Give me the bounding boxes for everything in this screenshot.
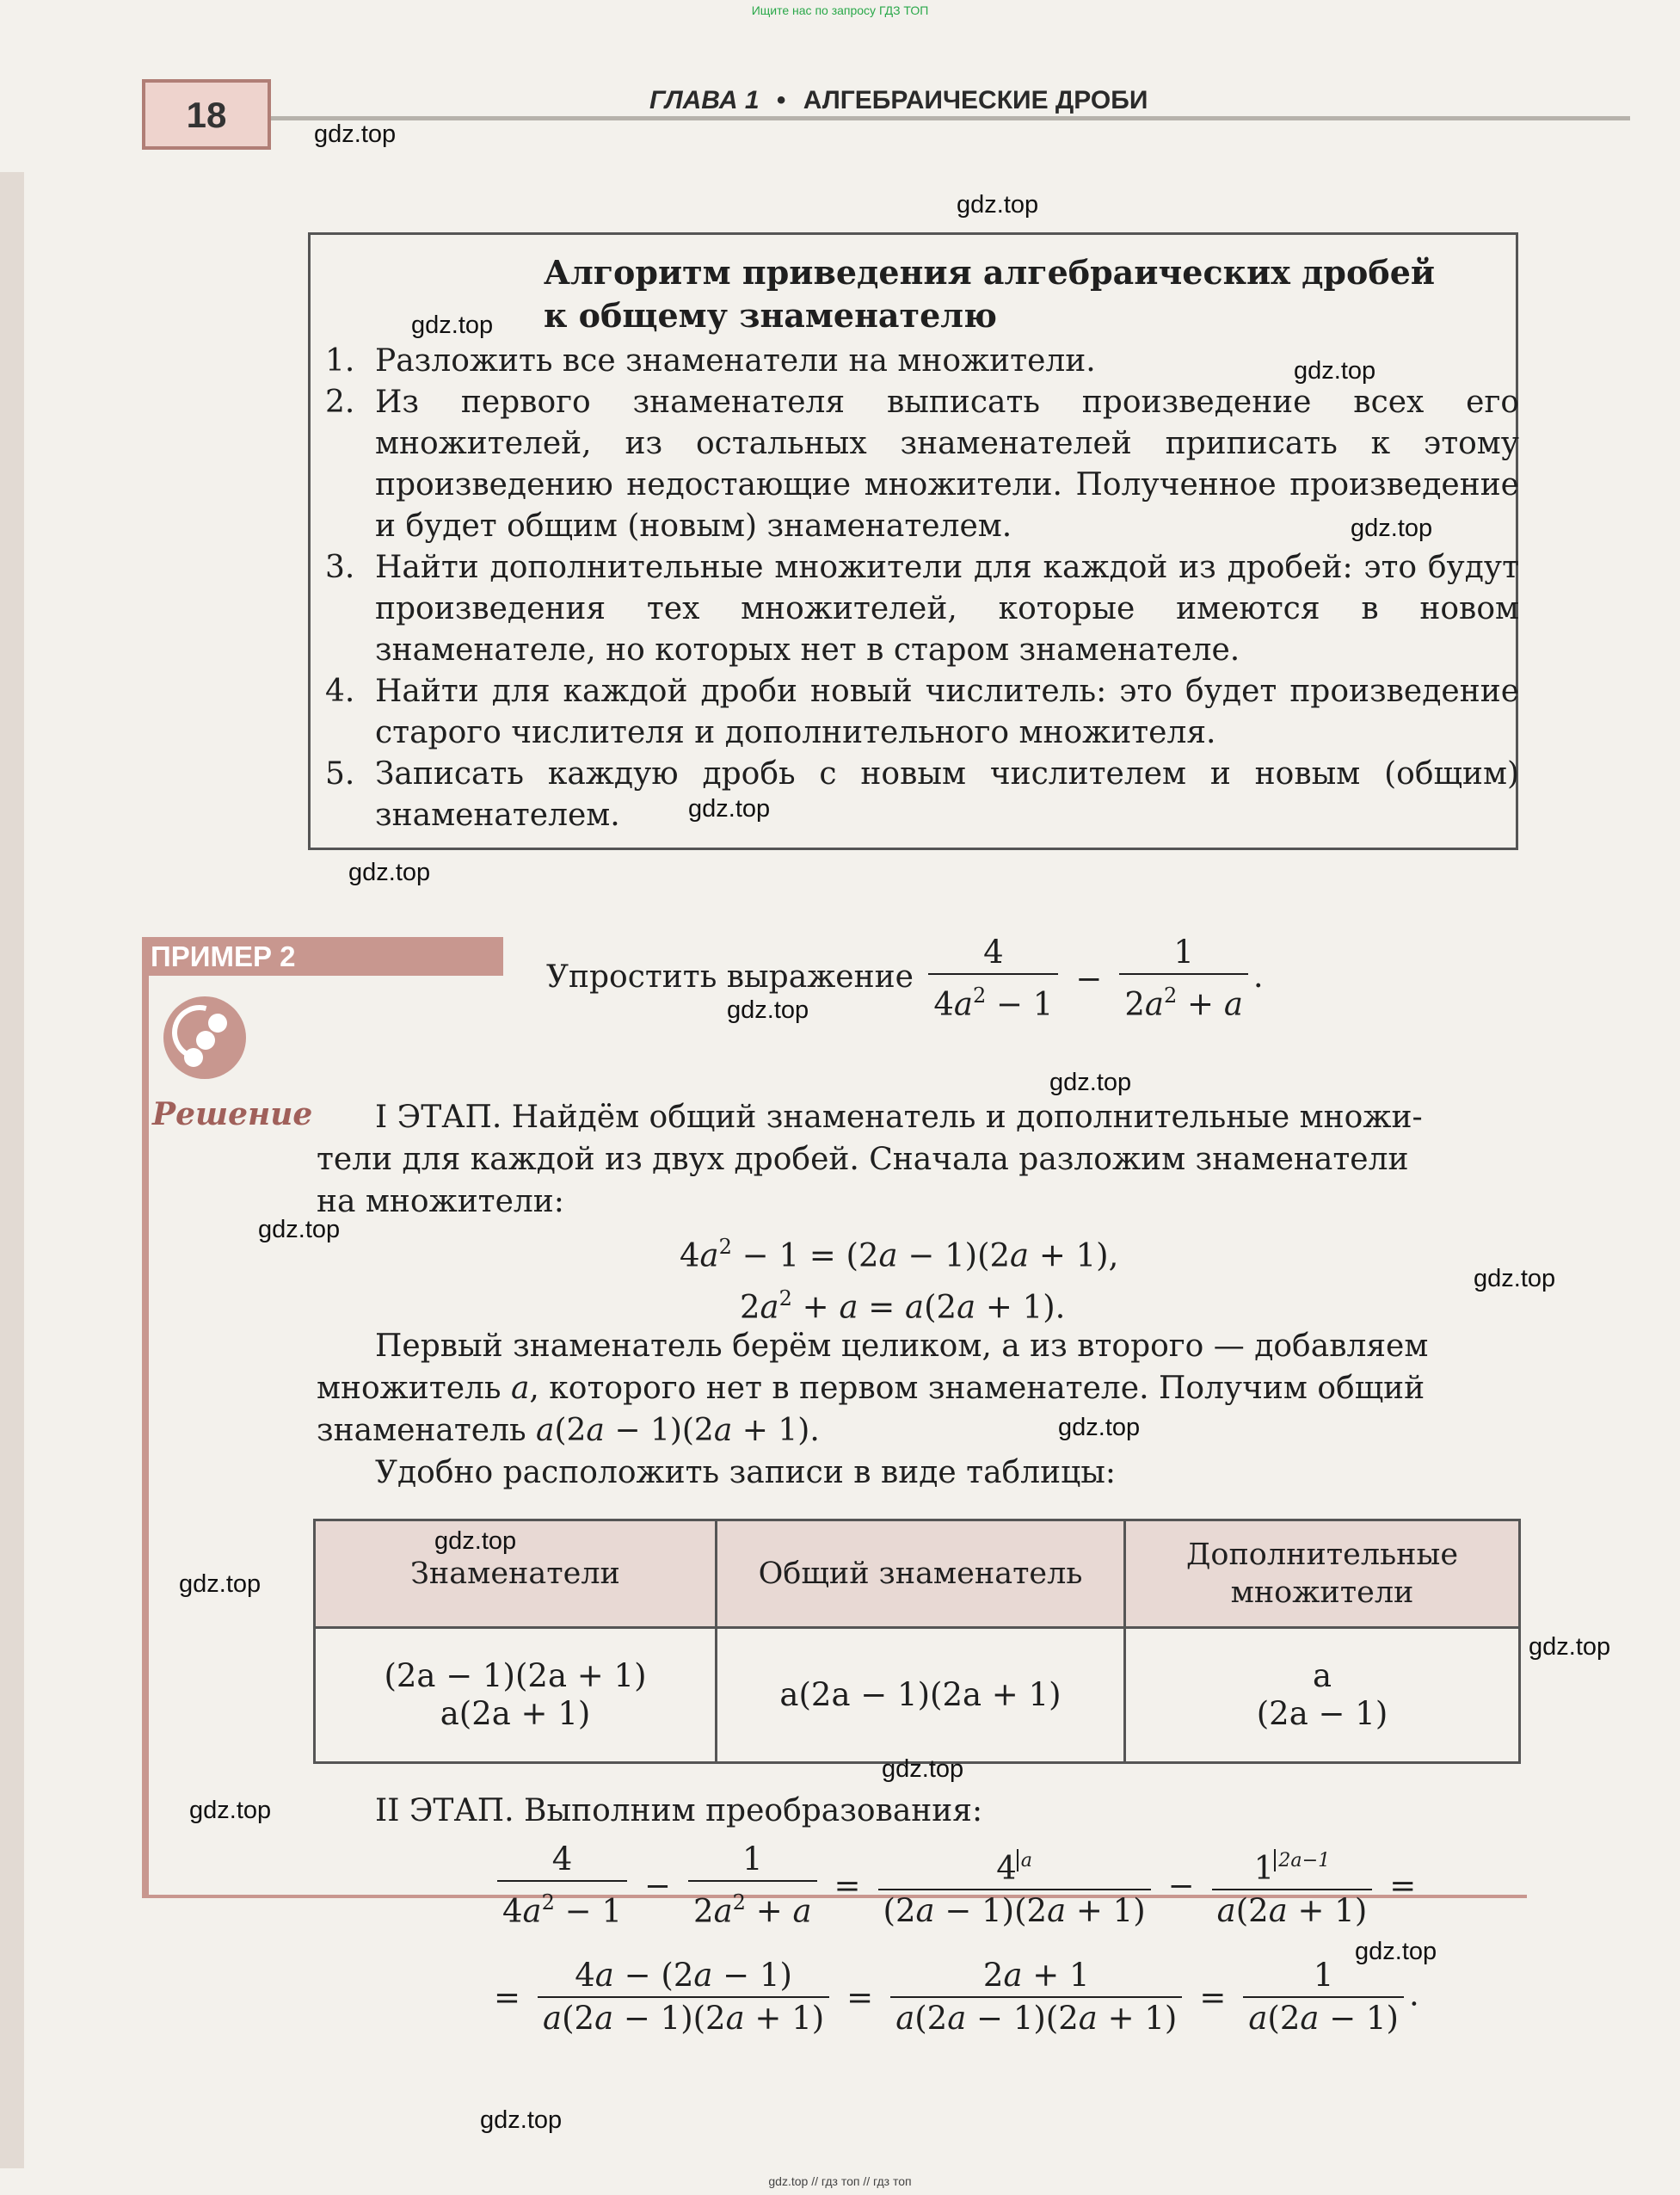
icon-dot xyxy=(196,1031,215,1050)
algorithm-title-line1: Алгоритм приведения алгебраических дробей xyxy=(544,253,1436,292)
bottom-note: gdz.top // гдз топ // гдз топ xyxy=(768,2174,912,2188)
stage1-paragraph xyxy=(317,1096,1529,1223)
top-note: Ищите нас по запросу ГДЗ ТОП xyxy=(751,3,929,17)
header-rule xyxy=(271,116,1630,120)
watermark: gdz.top xyxy=(1294,357,1376,385)
stage1-line: на множители: xyxy=(317,1184,564,1219)
watermark: gdz.top xyxy=(688,795,771,823)
icon-dot xyxy=(208,1014,227,1033)
algorithm-steps xyxy=(325,341,1519,836)
watermark: gdz.top xyxy=(314,120,397,148)
table-cell-additional xyxy=(1125,1628,1520,1763)
step-text: Найти для каждой дроби новый числитель: это будет произведение старого числителя и дополнительного множителя. xyxy=(375,674,1519,750)
algorithm-step xyxy=(325,382,1519,547)
step-number: 5. xyxy=(325,756,355,792)
factorization-line2: $2a^2 + a = a(2a + 1)$. xyxy=(740,1286,1066,1326)
task-expression: $\frac{4}{4a^2 - 1}$ − $\frac{1}{2a^2 + a}$ . xyxy=(923,958,1263,995)
chapter-title: АЛГЕБРАИЧЕСКИЕ ДРОБИ xyxy=(803,86,1148,114)
watermark: gdz.top xyxy=(411,311,494,339)
solution-label: Решение xyxy=(152,1096,313,1132)
step-number: 1. xyxy=(325,343,355,379)
stage2-heading: II ЭТАП. Выполним преобразования: xyxy=(375,1793,983,1828)
algorithm-step xyxy=(325,671,1519,754)
example-left-bar xyxy=(142,976,149,1896)
page-left-margin xyxy=(0,172,24,2168)
watermark: gdz.top xyxy=(189,1797,272,1824)
watermark: gdz.top xyxy=(179,1570,262,1598)
step-text: Записать каждую дробь с новым числителем и новым (общим) знаменателем. xyxy=(375,756,1519,833)
step-text: Из первого знаменателя выписать произведение всех его множителей, из остальных знаменателей приписать к этому произведению недостающие множители. Полученное произведение и будет общим (новым) знаменателем. xyxy=(375,385,1519,544)
chapter-bullet: • xyxy=(776,86,786,114)
watermark: gdz.top xyxy=(957,191,1039,219)
page-number: 18 xyxy=(142,79,271,150)
watermark: gdz.top xyxy=(882,1755,964,1783)
watermark: gdz.top xyxy=(258,1216,341,1243)
watermark: gdz.top xyxy=(480,2106,563,2134)
para2-line: знаменатель a(2a − 1)(2a + 1). xyxy=(317,1413,820,1448)
algorithm-title xyxy=(544,251,1435,337)
paragraph-2 xyxy=(317,1325,1529,1494)
chapter-label: ГЛАВА 1 xyxy=(649,86,760,114)
step-number: 4. xyxy=(325,674,355,709)
chapter-header xyxy=(649,86,1148,115)
stage1-line: тели для каждой из двух дробей. Сначала разложим знаменатели xyxy=(317,1142,1409,1177)
example-icon xyxy=(163,996,246,1079)
step-number: 2. xyxy=(325,385,355,420)
table-header-common: Общий знаменатель xyxy=(717,1520,1125,1628)
table-header-additional: Дополнительные множители xyxy=(1125,1520,1520,1628)
example-task xyxy=(546,934,1264,1023)
watermark: gdz.top xyxy=(1355,1938,1437,1965)
algorithm-title-line2: к общему знаменателю xyxy=(544,296,998,335)
icon-dot xyxy=(184,1048,203,1067)
para2-line: множитель a, которого нет в первом знаменателе. Получим общий xyxy=(317,1371,1425,1406)
table-cell-common: a(2a − 1)(2a + 1) xyxy=(717,1628,1125,1763)
stage1-line: I ЭТАП. Найдём общий знаменатель и дополнительные множи- xyxy=(375,1100,1423,1135)
watermark: gdz.top xyxy=(1474,1265,1556,1292)
task-text: Упростить выражение xyxy=(546,959,914,995)
step-text: Разложить все знаменатели на множители. xyxy=(375,343,1096,379)
algorithm-step xyxy=(325,547,1519,671)
para2-line: Первый знаменатель берём целиком, а из второго — добавляем xyxy=(375,1329,1429,1364)
table-header-denominators: Знаменатели xyxy=(315,1520,717,1628)
algorithm-step xyxy=(325,754,1519,836)
table-cell-denominators xyxy=(315,1628,717,1763)
watermark: gdz.top xyxy=(1049,1069,1132,1096)
transformation-line2: = $\frac{4a - (2a - 1)}{a(2a - 1)(2a + 1)}$ = $\frac{2a + 1}{a(2a - 1)(2a + 1)}$ = $\frac{1}{a(2a - 1)}$ . xyxy=(494,1957,1419,2037)
watermark: gdz.top xyxy=(1058,1414,1141,1441)
watermark: gdz.top xyxy=(434,1527,517,1555)
table-intro: Удобно расположить записи в виде таблицы: xyxy=(375,1455,1117,1490)
transformation-line1: $\frac{4}{4a^2 - 1}$ − $\frac{1}{2a^2 + a}$ = $\frac{4 ^a}{(2a - 1)(2a + 1)}$ − $\frac{1 ^{2a-1}}{a(2a + 1)}$ = xyxy=(492,1841,1428,1929)
denominator-1: (2a − 1)(2a + 1) xyxy=(384,1657,647,1694)
additional-factor-2: (2a − 1) xyxy=(1256,1695,1388,1732)
factorization-line1: $4a^2 - 1 = (2a - 1)(2a + 1)$, xyxy=(680,1235,1119,1274)
watermark: gdz.top xyxy=(1351,515,1433,542)
factorization xyxy=(680,1225,1118,1329)
step-text: Найти дополнительные множители для каждой из дробей: это будут произведения тех множителей, которые имеются в новом знаменателе, но которых нет в старом знаменателе. xyxy=(375,550,1519,668)
denominator-2: a(2a + 1) xyxy=(440,1695,591,1732)
additional-factor-1: a xyxy=(1312,1657,1332,1694)
watermark: gdz.top xyxy=(348,859,431,886)
watermark: gdz.top xyxy=(1529,1633,1611,1661)
step-number: 3. xyxy=(325,550,355,585)
watermark: gdz.top xyxy=(727,996,809,1024)
example-label: ПРИМЕР 2 xyxy=(151,940,296,972)
